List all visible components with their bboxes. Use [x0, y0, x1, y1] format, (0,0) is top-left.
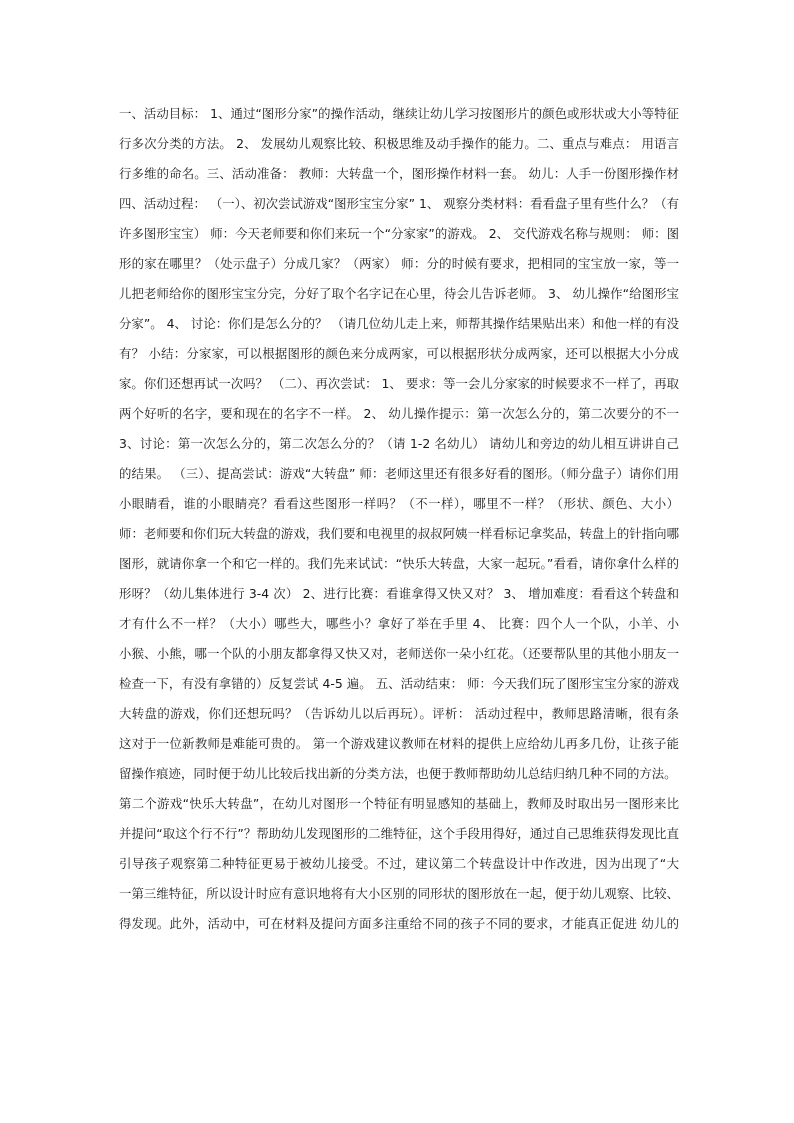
text-line: 大转盘的游戏，你们还想玩吗？（告诉幼儿以后再玩）。评析： 活动过程中，教师思路清晰，很有条 — [119, 706, 679, 721]
text-line: 许多图形宝宝） 师：今天老师要和你们来玩一个“分家家”的游戏。 2、 交代游戏名称与规则： 师：图 — [119, 226, 679, 241]
text-line: 四、活动过程： （一）、初次尝试游戏“图形宝宝分家” 1、 观察分类材料：看看盘子里有些什么？（有 — [119, 196, 679, 211]
text-line: 小眼睛看，谁的小眼睛亮？看看这些图形一样吗？（不一样），哪里不一样？（形状、颜色、大小） — [119, 496, 679, 511]
text-line: 第二个游戏“快乐大转盘”，在幼儿对图形一个特征有明显感知的基础上，教师及时取出另一图形来比 — [119, 796, 679, 811]
text-line: 留操作痕迹，同时便于幼儿比较后找出新的分类方法，也便于教师帮助幼儿总结归纳几种不同的方法。 — [119, 766, 677, 781]
text-line: 一、活动目标： 1、通过“图形分家”的操作活动，继续让幼儿学习按图形片的颜色或形状或大小等特征 — [119, 106, 679, 121]
text-line: 3、讨论：第一次怎么分的，第二次怎么分的？（请 1-2 名幼儿） 请幼儿和旁边的幼儿相互讲讲自己 — [119, 436, 679, 451]
text-line: 得发现。此外，活动中，可在材料及提问方面多注重给不同的孩子不同的要求，才能真正促进 幼儿的 — [119, 916, 679, 931]
text-line: 两个好听的名字，要和现在的名字不一样。 2、 幼儿操作提示：第一次怎么分的，第二次要分的不一 — [119, 406, 679, 421]
text-line: 形的家在哪里？（处示盘子）分成几家？（两家） 师：分的时候有要求，把相同的宝宝放一家，等一 — [119, 256, 679, 271]
text-line: 并提问“取这个行不行”？帮助幼儿发现图形的二维特征，这个手段用得好，通过自己思维获得发现比直 — [119, 826, 679, 841]
text-line: 分家”。 4、 讨论：你们是怎么分的？ （请几位幼儿走上来，师帮其操作结果贴出来）和他一样的有没 — [119, 316, 679, 331]
text-line: 儿把老师给你的图形宝宝分完，分好了取个名字记在心里，待会儿告诉老师。 3、 幼儿操作“给图形宝 — [119, 286, 679, 301]
text-line: 才有什么不一样？（大小）哪些大，哪些小？拿好了举在手里 4、 比赛：四个人一个队，小羊、小 — [119, 616, 679, 631]
body-text — [119, 99, 679, 939]
text-line: 的结果。 （三）、提高尝试：游戏“大转盘” 师：老师这里还有很多好看的图形。（师分盘子）请你们用 — [119, 466, 679, 481]
text-line: 师：老师要和你们玩大转盘的游戏，我们要和电视里的叔叔阿姨一样看标记拿奖品，转盘上的针指向哪 — [119, 526, 679, 541]
text-line: 有？ 小结：分家家，可以根据图形的颜色来分成两家，可以根据形状分成两家，还可以根据大小分成 — [119, 346, 679, 361]
text-line: 这对于一位新教师是难能可贵的。 第一个游戏建议教师在材料的提供上应给幼儿再多几份，让孩子能 — [119, 736, 679, 751]
text-line: 检查一下，有没有拿错的）反复尝试 4-5 遍。 五、活动结束： 师：今天我们玩了图形宝宝分家的游戏 — [119, 676, 679, 691]
text-line: 小猴、小熊，哪一个队的小朋友都拿得又快又对，老师送你一朵小红花。（还要帮队里的其他小朋友一 — [119, 646, 679, 661]
text-line: 一第三维特征，所以设计时应有意识地将有大小区别的同形状的图形放在一起，便于幼儿观察、比较、 — [119, 886, 679, 901]
text-line: 形呀？（幼儿集体进行 3-4 次） 2、进行比赛：看谁拿得又快又对？ 3、 增加难度：看看这个转盘和 — [119, 586, 679, 601]
text-line: 行多维的命名。三、活动准备： 教师：大转盘一个，图形操作材料一套。 幼儿：人手一份图形操作材 — [119, 166, 679, 181]
text-line: 行多次分类的方法。 2、 发展幼儿观察比较、积极思维及动手操作的能力。二、重点与难点： 用语言 — [119, 136, 679, 151]
text-line: 图形，就请你拿一个和它一样的。我们先来试试：“快乐大转盘，大家一起玩。”看看，请你拿什么样的 — [119, 556, 679, 571]
text-line: 引导孩子观察第二种特征更易于被幼儿接受。不过，建议第二个转盘设计中作改进，因为出现了“大 — [119, 856, 679, 871]
text-line: 家。你们还想再试一次吗？ （二）、再次尝试： 1、 要求：等一会儿分家家的时候要求不一样了，再取 — [119, 376, 679, 391]
